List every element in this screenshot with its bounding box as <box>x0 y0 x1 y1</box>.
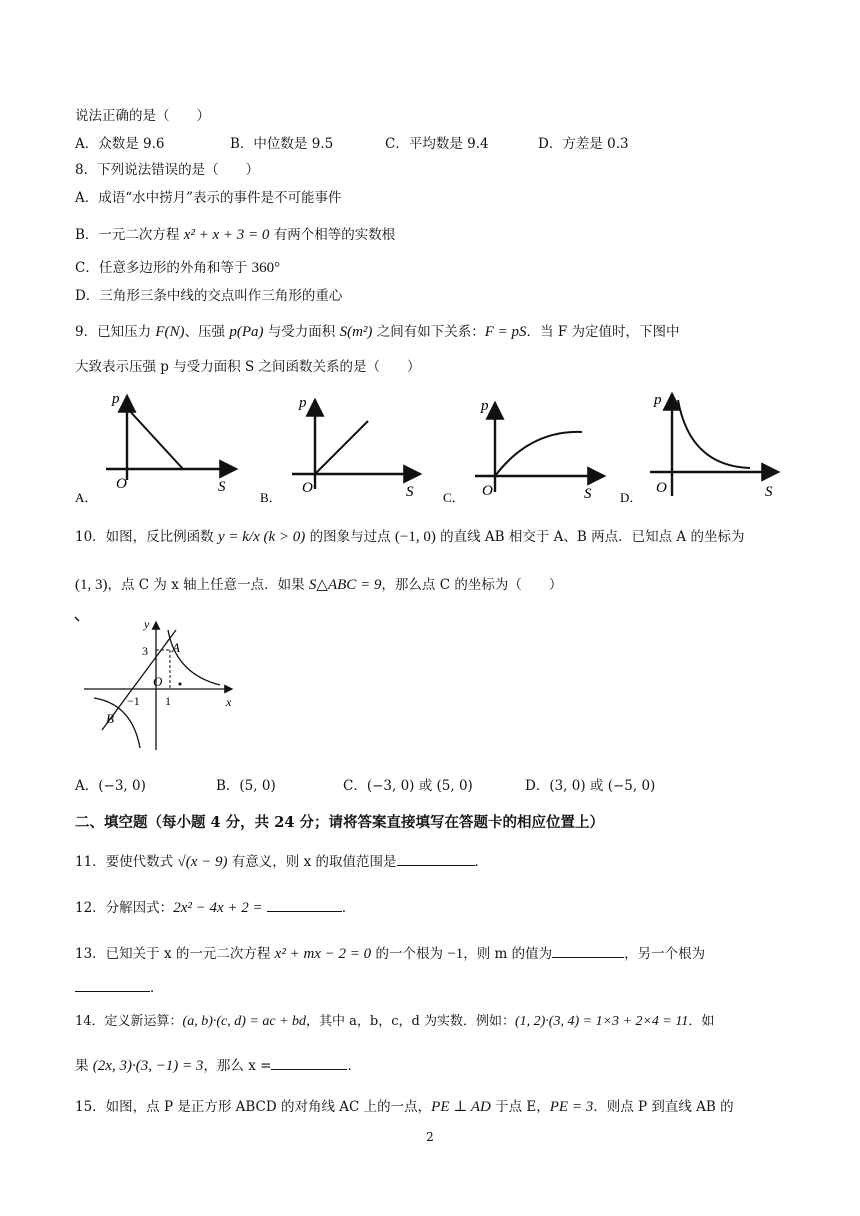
q14-text: ，那么 x = <box>203 1058 272 1074</box>
q10-point: (−1, 0) <box>394 529 436 545</box>
q15-text: 15．如图，点 P 是正方形 ABCD 的对角线 AC 上的一点， <box>75 1099 432 1115</box>
page-number: 2 <box>426 1130 434 1144</box>
q7-option-d: D．方差是 0.3 <box>538 136 629 152</box>
q15-text: 于点 E， <box>490 1099 550 1115</box>
q10-option-b: B．(5, 0) <box>216 778 276 794</box>
q9-graph-c <box>443 398 604 505</box>
axis-s-label: S <box>765 484 773 500</box>
q13-root: −1 <box>447 946 464 962</box>
q10-text: 的直线 AB 相交于 A、B 两点．已知点 A 的坐标为 <box>435 529 745 545</box>
fig-tick-1: 1 <box>165 694 171 708</box>
q10-line2 <box>75 575 562 595</box>
q14-line1 <box>75 1012 714 1032</box>
q11-text: 11．要使代数式 <box>75 854 178 870</box>
q9-text: ．当 F 为定值时，下图中 <box>526 324 680 340</box>
q8-b-equation: x² + x + 3 = 0 <box>183 227 270 243</box>
graph-letter-c: C． <box>443 490 465 505</box>
axis-p-label: p <box>481 398 489 414</box>
q10-text: 的图象与过点 <box>305 529 395 545</box>
q9-line2: 大致表示压强 p 与受力面积 S 之间函数关系的是（ ） <box>75 359 421 375</box>
q13-m-blank[interactable] <box>552 943 624 958</box>
q11 <box>75 851 488 872</box>
q12-text: 12．分解因式： <box>75 900 174 916</box>
q10-line1 <box>75 527 744 547</box>
q7-option-b: B．中位数是 9.5 <box>230 136 334 152</box>
fig-tick-3: 3 <box>142 644 148 658</box>
q14-text: ，其中 a，b，c，d 为实数．例如： <box>306 1014 515 1029</box>
axis-s-label: S <box>406 484 414 500</box>
q10-option-c: C．(−3, 0) 或 (5, 0) <box>343 778 473 794</box>
origin-label: O <box>482 483 493 499</box>
q14-equation: (2x, 3)·(3, −1) = 3 <box>92 1058 204 1074</box>
q10-figure <box>72 612 242 754</box>
q7-option-c: C．平均数是 9.4 <box>385 136 489 152</box>
q8-b-post: 有两个相等的实数根 <box>269 227 396 243</box>
q9-text: 之间有如下关系： <box>372 324 485 340</box>
q7-tail: 说法正确的是（ ） <box>75 108 210 124</box>
q11-answer-blank[interactable] <box>397 851 475 866</box>
q9-area: S(m²) <box>339 324 373 340</box>
q9-text: 与受力面积 <box>263 324 340 340</box>
q13-line1 <box>75 943 705 964</box>
section-heading: 二、填空题（每小题 4 分，共 24 分；请将答案直接填写在答题卡的相应位置上） <box>75 814 604 831</box>
q8-option-b <box>75 225 395 245</box>
axis-s-label: S <box>218 479 226 495</box>
q13-text: 13．已知关于 x 的一元二次方程 <box>75 946 275 962</box>
q8-c-pre: C．任意多边形的外角和等于 <box>75 260 252 276</box>
q9-line1 <box>75 322 679 342</box>
q10-text: 10．如图，反比例函数 <box>75 529 218 545</box>
axis-s-label: S <box>584 486 592 502</box>
q12-expression: 2x² − 4x + 2 = <box>173 900 263 916</box>
q13-equation: x² + mx − 2 = 0 <box>274 946 372 962</box>
q10-area: S△ABC = 9 <box>308 577 382 593</box>
q8-option-a: A．成语“水中捞月”表示的事件是不可能事件 <box>75 190 342 206</box>
q10-point-a: (1, 3) <box>75 577 108 593</box>
graph-letter-a: A． <box>75 490 98 505</box>
q13-text: ． <box>150 980 164 996</box>
q10-text: ，那么点 C 的坐标为（ ） <box>381 577 563 593</box>
q10-option-d: D．(3, 0) 或 (−5, 0) <box>525 778 656 794</box>
axis-p-label: p <box>654 392 662 408</box>
q8-stem: 8．下列说法错误的是（ ） <box>75 162 260 178</box>
q13-line2 <box>75 977 164 998</box>
q11-expression: √(x − 9) <box>177 854 228 870</box>
origin-label: O <box>656 480 667 496</box>
q15-text: ．则点 P 到直线 AB 的 <box>593 1099 734 1115</box>
q9-text: 9．已知压力 <box>75 324 156 340</box>
q11-text: ． <box>474 854 488 870</box>
graph-letter-d: D． <box>620 490 643 505</box>
q8-option-d: D．三角形三条中线的交点叫作三角形的重心 <box>75 288 343 304</box>
origin-label: O <box>302 480 313 496</box>
q9-graph-a <box>75 391 236 505</box>
q12-answer-blank[interactable] <box>267 897 342 912</box>
fig-point-a: A <box>172 640 180 655</box>
fig-tick-minus1: −1 <box>127 694 140 708</box>
q10-function: y = k/x (k > 0) <box>217 529 306 545</box>
q13-text: 的一个根为 <box>371 946 448 962</box>
origin-label: O <box>116 476 127 492</box>
q9-relation: F = pS <box>484 324 527 340</box>
q14-line2 <box>75 1055 361 1076</box>
q15-perpendicular: PE ⊥ AD <box>431 1099 491 1115</box>
q13-root-blank[interactable] <box>75 977 150 992</box>
q14-text: ． <box>347 1058 361 1074</box>
q13-text: ，则 m 的值为 <box>463 946 553 962</box>
graph-letter-b: B． <box>260 490 282 505</box>
fig-y-label: y <box>144 617 150 631</box>
q7-option-a: A．众数是 9.6 <box>75 136 165 152</box>
q15-length: PE = 3 <box>549 1099 594 1115</box>
q15 <box>75 1097 734 1117</box>
q9-pressure: p(Pa) <box>229 324 264 340</box>
q14-definition: (a, b)·(c, d) = ac + bd <box>182 1014 307 1029</box>
q12 <box>75 897 355 918</box>
fig-x-label: x <box>226 695 232 709</box>
q14-answer-blank[interactable] <box>271 1055 347 1070</box>
q10-text: ，点 C 为 x 轴上任意一点．如果 <box>107 577 309 593</box>
q14-text: 果 <box>75 1058 93 1074</box>
q13-text: ，另一个根为 <box>624 946 706 962</box>
axis-p-label: p <box>112 391 120 407</box>
q14-example: (1, 2)·(3, 4) = 1×3 + 2×4 = 11 <box>514 1014 689 1029</box>
axis-p-label: p <box>299 395 307 411</box>
q9-graph-d <box>620 392 778 505</box>
fig-origin: O <box>153 674 163 689</box>
q9-text: 、压强 <box>184 324 230 340</box>
q8-option-c <box>75 258 280 278</box>
q10-option-a: A．(−3, 0) <box>75 778 146 794</box>
q14-text: 14．定义新运算： <box>75 1014 183 1029</box>
fig-point-b: B <box>106 711 114 726</box>
q8-c-value: 360° <box>251 260 281 276</box>
q9-force: F(N) <box>155 324 185 340</box>
q14-text: ．如 <box>688 1014 715 1029</box>
q12-text: ． <box>341 900 356 916</box>
q9-graphs <box>70 388 810 510</box>
q9-graph-b <box>260 395 420 505</box>
q11-text: 有意义，则 x 的取值范围是 <box>227 854 397 870</box>
q8-b-pre: B．一元二次方程 <box>75 227 184 243</box>
